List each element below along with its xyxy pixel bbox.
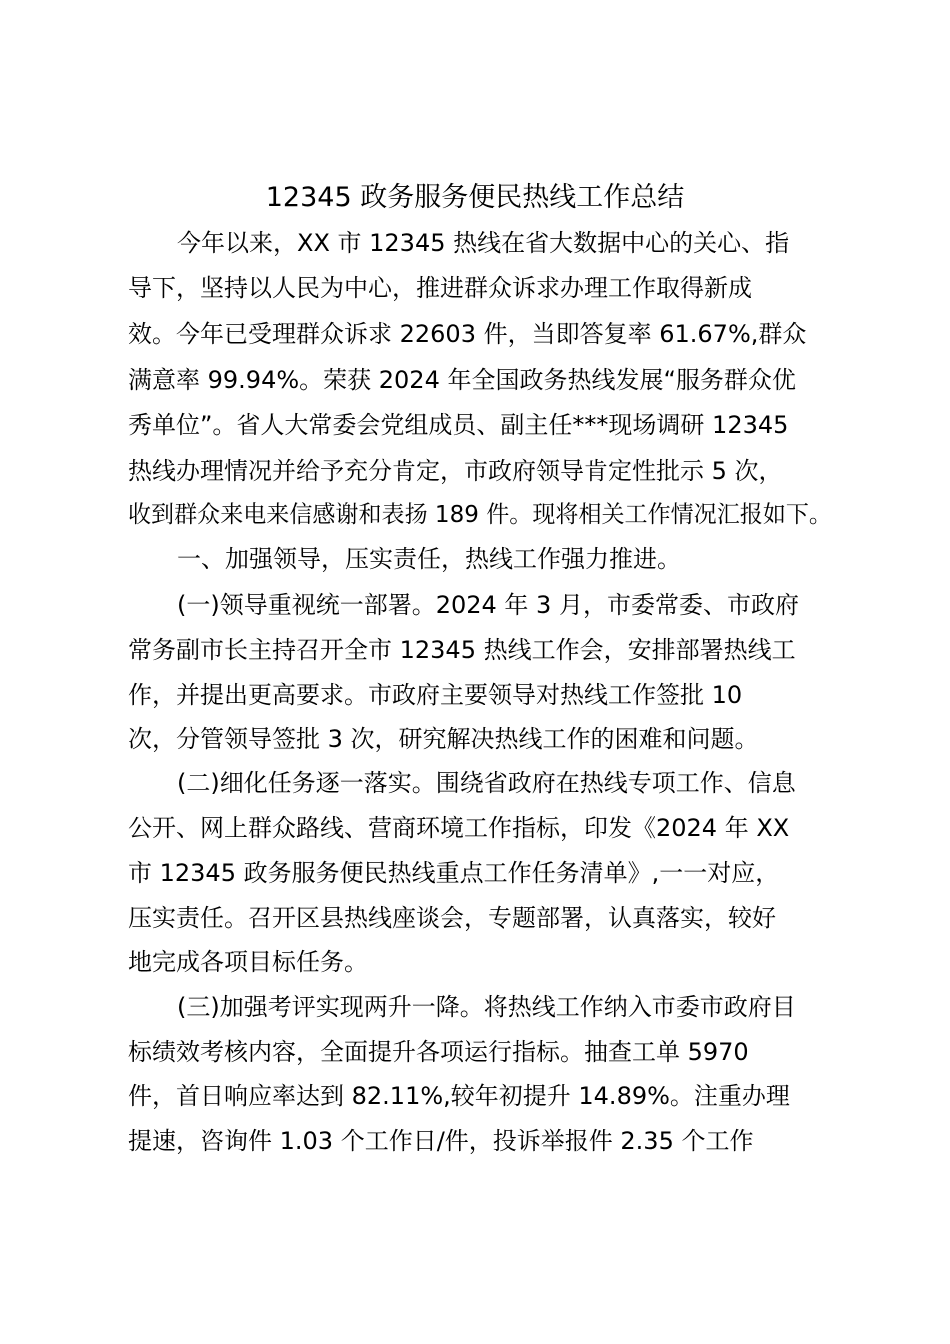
paragraph-line: 收到群众来电来信感谢和表扬 189 件。现将相关工作情况汇报如下。 — [128, 502, 832, 528]
paragraph-line: 压实责任。召开区县热线座谈会，专题部署，认真落实，较好 — [128, 904, 776, 932]
paragraph-line: 常务副市长主持召开全市 12345 热线工作会，安排部署热线工 — [128, 636, 796, 664]
paragraph-line: (一)领导重视统一部署。2024 年 3 月，市委常委、市政府 — [177, 591, 799, 619]
paragraph-line: 热线办理情况并给予充分肯定，市政府领导肯定性批示 5 次， — [128, 457, 783, 485]
paragraph-line: 效。今年已受理群众诉求 22603 件，当即答复率 61.67%,群众 — [128, 320, 807, 348]
paragraph-line: 公开、网上群众路线、营商环境工作指标，印发《2024 年 XX — [128, 814, 790, 842]
paragraph-line: 满意率 99.94%。荣获 2024 年全国政务热线发展“服务群众优 — [128, 366, 796, 394]
paragraph-line: 导下，坚持以人民为中心，推进群众诉求办理工作取得新成 — [128, 274, 752, 302]
paragraph-line: 秀单位”。省人大常委会党组成员、副主任***现场调研 12345 — [128, 411, 789, 439]
document-title: 12345 政务服务便民热线工作总结 — [265, 182, 685, 213]
paragraph-line: (三)加强考评实现两升一降。将热线工作纳入市委市政府目 — [177, 993, 796, 1021]
paragraph-line: 件，首日响应率达到 82.11%,较年初提升 14.89%。注重办理 — [128, 1082, 790, 1110]
paragraph-line: (二)细化任务逐一落实。围绕省政府在热线专项工作、信息 — [177, 769, 796, 797]
paragraph-line: 作，并提出更高要求。市政府主要领导对热线工作签批 10 — [128, 681, 743, 709]
paragraph-line: 市 12345 政务服务便民热线重点工作任务清单》,一一对应， — [128, 859, 780, 887]
paragraph-line: 地完成各项目标任务。 — [128, 948, 368, 976]
paragraph-line: 次，分管领导签批 3 次，研究解决热线工作的困难和问题。 — [128, 725, 759, 753]
section-heading: 一、加强领导，压实责任，热线工作强力推进。 — [177, 545, 681, 573]
paragraph-line: 提速，咨询件 1.03 个工作日/件，投诉举报件 2.35 个工作 — [128, 1127, 754, 1155]
paragraph-line: 今年以来，XX 市 12345 热线在省大数据中心的关心、指 — [177, 229, 790, 257]
paragraph-line: 标绩效考核内容，全面提升各项运行指标。抽查工单 5970 — [128, 1038, 749, 1066]
